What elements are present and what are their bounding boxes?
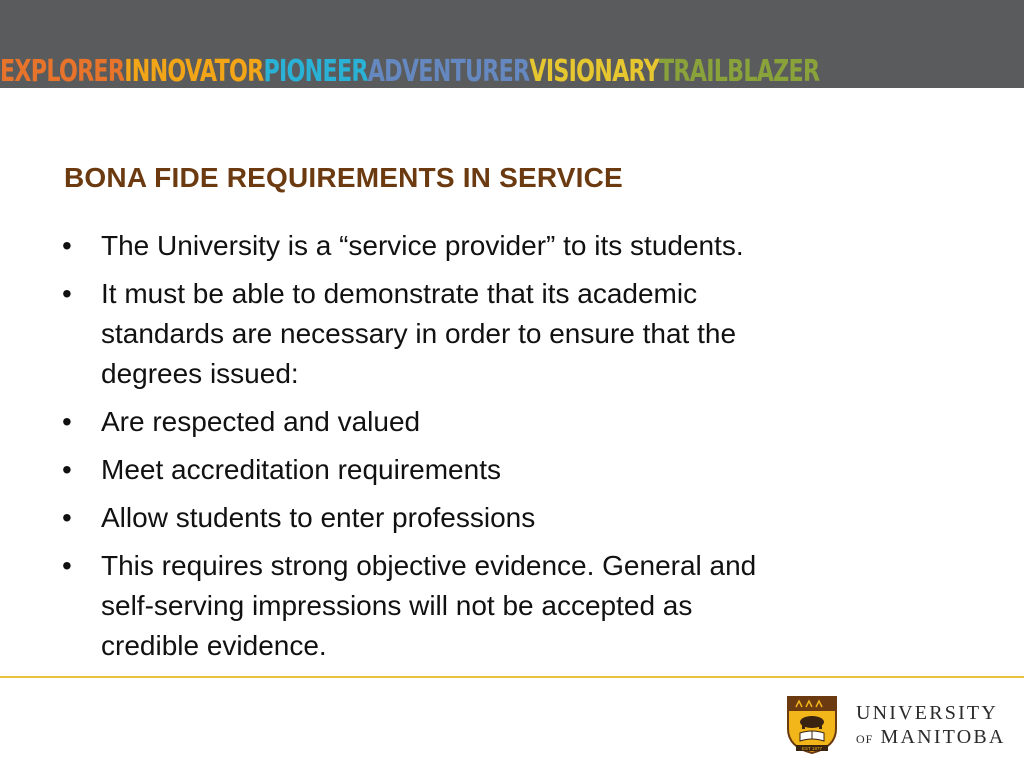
tagline-word-visionary: VISIONARY: [529, 54, 660, 89]
bullet-line: degrees issued:: [101, 358, 299, 389]
bullet-marker: •: [62, 550, 72, 581]
tagline-word-innovator: INNOVATOR: [124, 54, 264, 89]
footer-divider: [0, 676, 1024, 678]
bullet-line: standards are necessary in order to ensure that the: [101, 318, 737, 349]
bullet-marker: •: [62, 502, 72, 533]
tagline: [0, 52, 819, 92]
bullet-line: It must be able to demonstrate that its academic: [101, 278, 698, 309]
bullet-line: Allow students to enter professions: [101, 502, 536, 533]
bullet-item: [62, 226, 942, 266]
bullet-item: [62, 498, 942, 538]
bullet-list: [62, 226, 942, 674]
bullet-marker: •: [62, 230, 72, 261]
logo-manitoba: MANITOBA: [880, 726, 1006, 748]
tagline-word-trailblazer: TRAILBLAZER: [659, 54, 820, 89]
bullet-item: [62, 450, 942, 490]
bullet-line: credible evidence.: [101, 630, 327, 661]
bullet-item: [62, 274, 942, 394]
logo-line-university: UNIVERSITY: [856, 702, 998, 724]
tagline-word-pioneer: PIONEER: [263, 54, 368, 89]
tagline-word-adventurer: ADVENTURER: [367, 54, 530, 89]
logo-of-prefix: OF: [856, 732, 874, 746]
bullet-line: Are respected and valued: [101, 406, 421, 437]
university-logo-text: [856, 702, 1006, 752]
bullet-line: self-serving impressions will not be accepted as: [101, 590, 693, 621]
crest-est-text: EST 1877: [802, 746, 822, 751]
slide-title: BONA FIDE REQUIREMENTS IN SERVICE: [64, 162, 623, 193]
bullet-item: [62, 402, 942, 442]
bullet-line: Meet accreditation requirements: [101, 454, 501, 485]
bullet-line: This requires strong objective evidence. General and: [101, 550, 757, 581]
tagline-word-explorer: EXPLORER: [0, 54, 125, 89]
bullet-line: The University is a “service provider” to its students.: [101, 230, 744, 261]
bullet-marker: •: [62, 454, 72, 485]
bullet-item: [62, 546, 942, 666]
bullet-marker: •: [62, 406, 72, 437]
bullet-marker: •: [62, 278, 72, 309]
logo-line-manitoba: [856, 724, 1006, 752]
crest-icon: [786, 695, 838, 755]
